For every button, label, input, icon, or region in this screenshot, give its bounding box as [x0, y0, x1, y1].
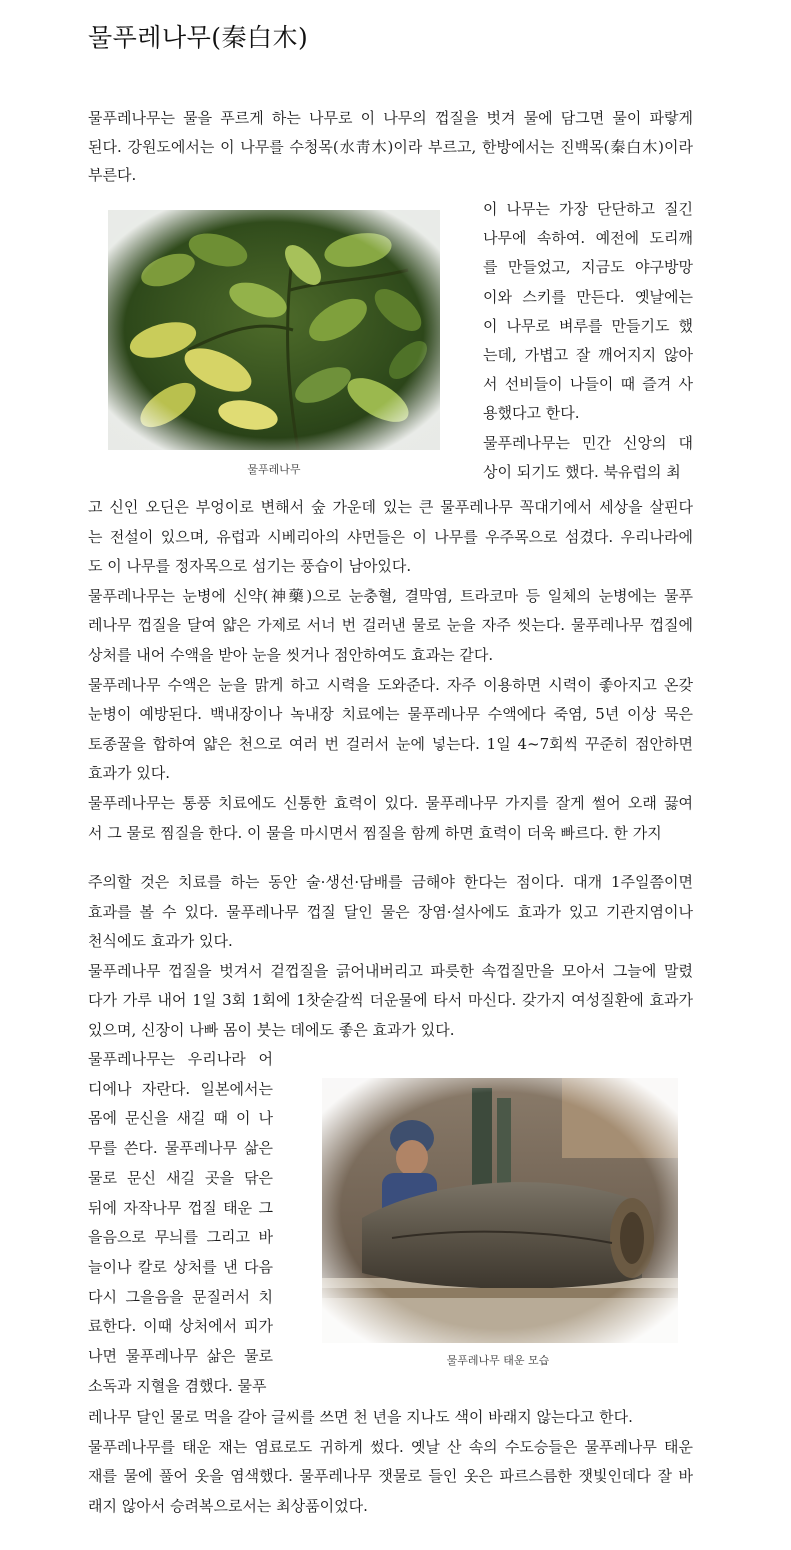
text-line: 나면 물푸레나무 삶은 물로 [88, 1347, 273, 1365]
text-line: 늘이나 칼로 상처를 낸 다음 [88, 1257, 273, 1276]
text-line: 는 전설이 있으며, 유럽과 시베리아의 샤먼들은 이 나무를 우주목으로 섬겼다. 우리나라에 [88, 527, 693, 546]
text-line: 물푸레나무는 민간 신앙의 대 [483, 433, 693, 452]
text-line: 료한다. 이때 상처에서 피가 [88, 1317, 273, 1336]
text-line: 몸에 문신을 새길 때 이 나 [88, 1109, 273, 1128]
text-line: 무를 쓴다. 물푸레나무 삶은 [88, 1139, 273, 1158]
text-line: 물로 문신 새길 곳을 닦은 [88, 1168, 273, 1187]
text-line: 있으며, 신장이 나빠 몸이 붓는 데에도 좋은 효과가 있다. [88, 1021, 455, 1039]
text-line: 토종꿀을 합하여 얇은 천으로 여러 번 걸러서 눈에 넣는다. 1일 4~7회씩 꾸준히 점안하면 [88, 734, 693, 753]
text-line: 상처를 내어 수액을 받아 눈을 씻거나 점안하여도 효과는 같다. [88, 646, 494, 664]
ash-tree-leaves-photo [108, 210, 440, 450]
text-line: 이 나무로 벼루를 만들기도 했 [483, 316, 693, 335]
text-line: 부른다. [88, 166, 137, 184]
text-line: 래지 않아서 승려복으로서는 최상품이었다. [88, 1496, 368, 1515]
page-title: 물푸레나무(秦白木) [88, 23, 309, 52]
text-line: 레나무 달인 물로 먹을 갈아 글씨를 쓰면 천 년을 지나도 색이 바래지 않는다고 한다. [88, 1408, 633, 1426]
text-line: 서 그 물로 찜질을 한다. 이 물을 마시면서 찜질을 함께 하면 효력이 더욱 빠르다. 한 가지 [88, 823, 662, 842]
photo2-caption: 물푸레나무 태운 모습 [446, 1354, 550, 1367]
text-line: 용했다고 한다. [483, 404, 580, 423]
text-line: 디에나 자란다. 일본에서는 [88, 1079, 273, 1098]
text-line: 물푸레나무는 물을 푸르게 하는 나무로 이 나무의 껍질을 벗겨 물에 담그면 물이 파랗게 [88, 109, 693, 127]
text-line: 이와 스키를 만든다. 옛날에는 [483, 287, 693, 306]
text-line: 나무에 속하여. 예전에 도리깨 [483, 229, 693, 248]
text-line: 을음으로 무늬를 그리고 바 [88, 1228, 273, 1247]
text-line: 물푸레나무 껍질을 벗겨서 겉껍질을 긁어내버리고 파릇한 속껍질만을 모아서 그늘에 말렸 [88, 961, 693, 980]
text-line: 뒤에 자작나무 껍질 태운 그 [88, 1198, 273, 1217]
text-line: 고 신인 오딘은 부엉이로 변해서 숲 가운데 있는 큰 물푸레나무 꼭대기에서 세상을 살핀다 [88, 498, 693, 516]
text-line: 물푸레나무는 통풍 치료에도 신통한 효력이 있다. 물푸레나무 가지를 잘게 썰어 오래 끓여 [88, 794, 693, 812]
text-line: 다가 가루 내어 1일 3회 1회에 1찻숟갈씩 더운물에 타서 마신다. 갖가지 여성질환에 효과가 [88, 991, 693, 1010]
text-line: 물푸레나무 수액은 눈을 맑게 하고 시력을 도와준다. 자주 이용하면 시력이 좋아지고 온갖 [88, 675, 693, 694]
text-line: 상이 되기도 했다. 북유럽의 최 [483, 462, 681, 481]
text-line: 눈병이 예방된다. 백내장이나 녹내장 치료에는 물푸레나무 수액에다 죽염, 5년 이상 묵은 [88, 705, 693, 724]
text-line: 소독과 지혈을 겸했다. 물푸 [88, 1376, 267, 1395]
text-line: 물푸레나무를 태운 재는 염료로도 귀하게 썼다. 옛날 산 속의 수도승들은 물푸레나무 태운 [88, 1437, 693, 1456]
text-line: 다시 그을음을 문질러서 치 [88, 1287, 273, 1306]
text-line: 된다. 강원도에서는 이 나무를 수청목(水靑木)이라 부르고, 한방에서는 진백목(秦白木)이라 [88, 137, 693, 156]
photo1-caption: 물푸레나무 [247, 463, 301, 476]
text-line: 효과를 볼 수 있다. 물푸레나무 껍질 달인 물은 장염·설사에도 효과가 있고 기관지염이나 [88, 902, 693, 921]
text-line: 천식에도 효과가 있다. [88, 932, 233, 951]
text-line: 를 만들었고, 지금도 야구방망 [483, 258, 693, 277]
text-line: 물푸레나무는 우리나라 어 [88, 1050, 273, 1068]
text-line: 주의할 것은 치료를 하는 동안 술·생선·담배를 금해야 한다는 점이다. 대개 1주일쯤이면 [88, 873, 693, 891]
ash-log-photo [322, 1078, 678, 1343]
text-line: 는데, 가볍고 잘 깨어지지 않아 [483, 346, 693, 364]
text-line: 레나무 껍질을 달여 얇은 가제로 서너 번 걸러낸 물로 눈을 자주 씻는다. 물푸레나무 껍질에 [88, 616, 693, 635]
text-line: 물푸레나무는 눈병에 신약(神藥)으로 눈충혈, 결막염, 트라코마 등 일체의 눈병에는 물푸 [88, 586, 693, 605]
text-line: 이 나무는 가장 단단하고 질긴 [483, 200, 693, 218]
text-line: 효과가 있다. [88, 764, 170, 783]
text-line: 재를 물에 풀어 옷을 염색했다. 물푸레나무 잿물로 들인 옷은 파르스름한 잿빛인데다 잘 바 [88, 1467, 693, 1485]
text-line: 도 이 나무를 정자목으로 섬기는 풍습이 남아있다. [88, 557, 412, 576]
text-line: 서 선비들이 나들이 때 즐겨 사 [483, 375, 693, 394]
